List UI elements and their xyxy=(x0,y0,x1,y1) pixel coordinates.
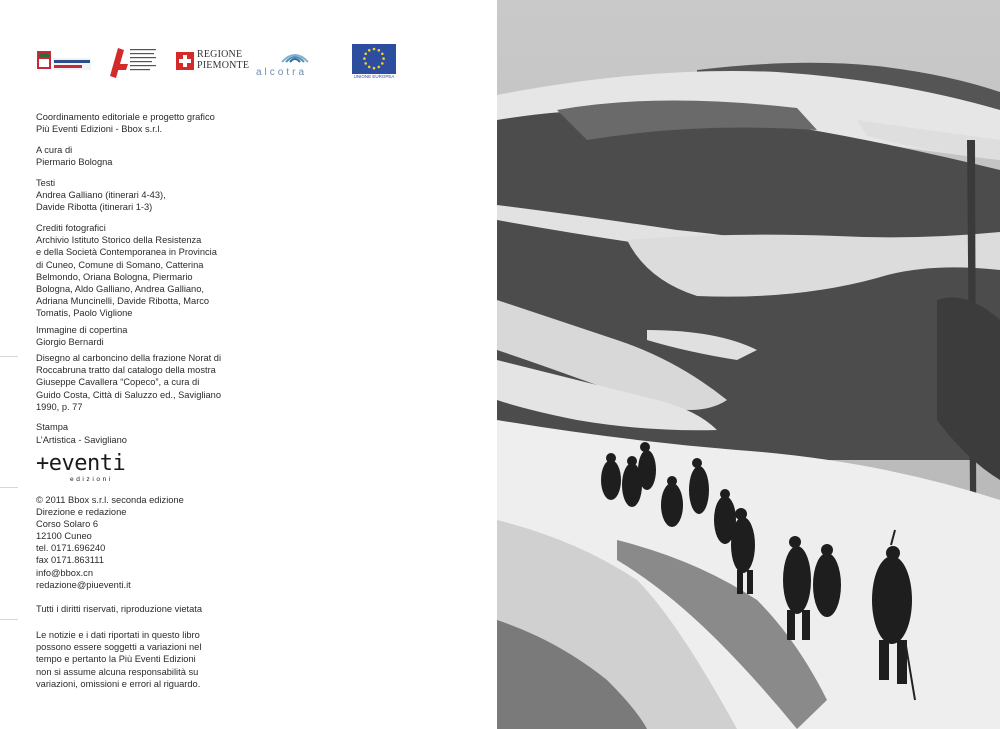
left-page xyxy=(0,0,497,729)
publisher-logo xyxy=(36,453,125,483)
curator-block xyxy=(36,144,266,168)
credit-line: Immagine di copertina xyxy=(36,324,128,335)
istituto-storico-logo xyxy=(108,44,158,80)
credit-line: Archivio Istituto Storico della Resistenza xyxy=(36,235,202,246)
credit-line: Adriana Muncinelli, Davide Ribotta, Marco xyxy=(36,296,210,307)
publisher-logo-main: +eventi xyxy=(36,451,126,476)
regione-piemonte-logo xyxy=(176,49,250,74)
credit-line: L’Artistica - Savigliano xyxy=(36,434,127,445)
print-block xyxy=(36,421,266,445)
regione-text-line1: REGIONE xyxy=(197,49,243,60)
credit-line: di Cuneo, Comune di Somano, Catterina xyxy=(36,259,204,270)
mountain-snow-scene xyxy=(497,0,1000,729)
credit-line: e della Società Contemporanea in Provincia xyxy=(36,247,217,258)
disclaimer-line: Le notizie e i dati riportati in questo libro xyxy=(36,630,200,640)
contact-line: Corso Solaro 6 xyxy=(36,519,99,530)
credit-line: Crediti fotografici xyxy=(36,222,106,233)
coordination-block xyxy=(36,111,266,135)
regione-text-line2: PIEMONTE xyxy=(197,59,250,71)
regione-cross-icon xyxy=(176,52,194,70)
credit-line: Bologna, Aldo Galliano, Andrea Galliano, xyxy=(36,283,204,294)
credit-line: Disegno al carboncino della frazione Norat di xyxy=(36,352,222,363)
credit-line: Piermario Bologna xyxy=(36,157,113,168)
contact-email: redazione@piueventi.it xyxy=(36,579,131,590)
credit-line: 1990, p. 77 xyxy=(36,401,83,412)
contact-line: © 2011 Bbox s.r.l. seconda edizione xyxy=(36,495,184,505)
disclaimer-block xyxy=(36,629,236,690)
credit-line: Stampa xyxy=(36,422,69,433)
cover-block xyxy=(36,324,266,348)
credits-section xyxy=(36,111,266,446)
credit-line: Giorgio Bernardi xyxy=(36,336,104,347)
eu-flag-icon xyxy=(352,44,396,74)
credit-line: Guido Costa, Città di Saluzzo ed., Savigliano xyxy=(36,389,222,400)
credit-line: Andrea Galliano (itinerari 4-43), xyxy=(36,190,166,201)
credit-line: Roccabruna tratto dal catalogo della mostra xyxy=(36,365,216,376)
margin-tick xyxy=(0,619,18,620)
disclaimer-line: possono essere soggetti a variazioni nel xyxy=(36,642,202,653)
credit-line: Più Eventi Edizioni - Bbox s.r.l. xyxy=(36,124,163,135)
alcotra-text: alcotra xyxy=(256,67,308,78)
credit-line: Giuseppe Cavallera “Copeco”, a cura di xyxy=(36,377,200,388)
contact-email: info@bbox.cn xyxy=(36,567,93,578)
contact-line: fax 0171.863111 xyxy=(36,555,104,566)
publisher-logo-sub: edizioni xyxy=(70,476,113,483)
rights-text: Tutti i diritti riservati, riproduzione vietata xyxy=(36,604,203,614)
photo-credits-block xyxy=(36,222,266,320)
rights-notice xyxy=(36,603,202,615)
provincia-cuneo-logo xyxy=(36,48,92,76)
disclaimer-line: tempo e pertanto la Più Eventi Edizioni xyxy=(36,654,196,665)
contact-line: tel. 0171.696240 xyxy=(36,543,106,554)
credit-line: Davide Ribotta (itinerari 1-3) xyxy=(36,202,153,213)
credit-line: Tomatis, Paolo Viglione xyxy=(36,308,133,319)
texts-block xyxy=(36,177,266,214)
contacts-block xyxy=(36,494,276,591)
unione-europea-logo xyxy=(352,44,396,80)
disclaimer-line: variazioni, omissioni e errori al riguardo. xyxy=(36,678,201,689)
credit-line: Belmondo, Oriana Bologna, Piermario xyxy=(36,271,193,282)
partisans-marching-in-snow-photo xyxy=(497,0,1000,729)
credit-line: Testi xyxy=(36,177,56,188)
credit-line: A cura di xyxy=(36,144,73,155)
credit-line: Coordinamento editoriale e progetto grafico xyxy=(36,112,215,122)
eu-text: UNIONE EUROPEA xyxy=(353,74,395,79)
margin-tick xyxy=(0,356,18,357)
contact-line: 12100 Cuneo xyxy=(36,531,92,542)
contact-line: Direzione e redazione xyxy=(36,507,127,518)
margin-tick xyxy=(0,487,18,488)
alcotra-logo xyxy=(256,46,334,78)
drawing-block xyxy=(36,352,266,413)
disclaimer-line: non si assume alcuna responsabilità su xyxy=(36,666,199,677)
